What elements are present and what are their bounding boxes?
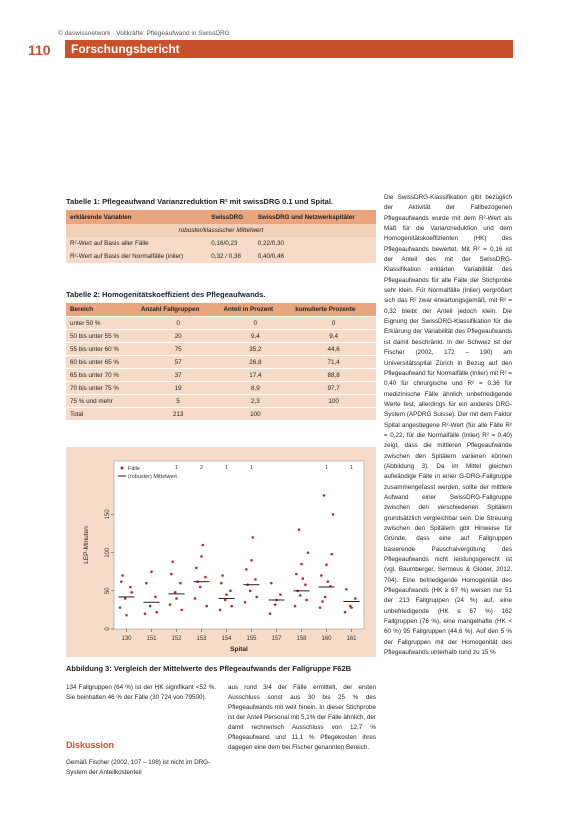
table1-header: SwissDRG <box>207 210 253 224</box>
data-point <box>325 564 328 567</box>
data-point <box>145 582 148 585</box>
data-point <box>125 614 128 617</box>
table-cell: 0,40/0,46 <box>257 253 284 260</box>
table2-header: Anzahl Fallgruppen <box>137 303 220 317</box>
figure-caption: Abbildung 3: Vergleich der Mittelwerte des Pflegeaufwands der Fallgruppe F62B <box>66 664 352 673</box>
data-point <box>130 591 133 594</box>
body-mid-column <box>228 683 376 753</box>
legend-label: Fälle <box>128 466 140 472</box>
data-point <box>249 590 252 593</box>
x-tick-label: 158 <box>296 636 307 642</box>
x-tick-label: 154 <box>221 636 232 642</box>
data-point <box>321 600 324 603</box>
table-cell: 75 % und mehr <box>66 395 137 408</box>
data-point <box>330 553 333 556</box>
table-cell: 19 <box>137 382 220 395</box>
y-tick-label: 100 <box>105 547 111 558</box>
table2-caption: Tabelle 2: Homogenitätskoeffizient des Pflegeaufwands. <box>66 290 266 299</box>
outlier-count: 1 <box>224 465 229 471</box>
y-axis-label: LEP-Minuten <box>83 526 90 564</box>
table-cell: 97,7 <box>291 382 376 395</box>
table-cell: Total <box>66 408 137 421</box>
table-cell <box>291 408 376 421</box>
data-point <box>220 582 223 585</box>
data-point <box>300 563 303 566</box>
x-tick-label: 157 <box>271 636 282 642</box>
table-cell: 26,8 <box>219 356 291 369</box>
data-point <box>302 577 305 580</box>
legend-point-icon <box>121 467 124 470</box>
table-cell: 37 <box>137 369 220 382</box>
data-point <box>244 601 247 604</box>
x-tick-label: 155 <box>246 636 257 642</box>
data-point <box>279 593 282 596</box>
legend-label: (robuster) Mittelwert <box>128 474 177 480</box>
body-left-column <box>66 683 216 703</box>
table-cell: 44,6 <box>291 343 376 356</box>
table-cell: 0 <box>291 317 376 330</box>
x-tick-label: 130 <box>121 636 132 642</box>
table-cell: 213 <box>137 408 220 421</box>
data-point <box>344 611 347 614</box>
paragraph: aus rund 3/4 der Fälle ermittelt, der ersten Ausschluss sonst aus 30 bis 25 % des Pflegeaufwands mit weit hinein. In dieser Stichprobe ist der Anteil Personal mit 5,1% der Fälle ähnlich, der damit rechnerisch Ausschluss von 12,7 % Pflegeaufwand und 11,1 % Pflegekosten ihres dagegen eine dem bei Fischer genannten Bereich. <box>228 684 376 751</box>
data-point <box>124 597 127 600</box>
data-point <box>202 544 205 547</box>
outlier-count: 1 <box>174 465 179 471</box>
x-tick-label: 152 <box>171 636 182 642</box>
data-point <box>229 590 232 593</box>
table-row <box>66 382 376 395</box>
table-cell: 100 <box>291 395 376 408</box>
data-point <box>354 597 357 600</box>
table-cell: 0,32 / 0,38 <box>211 253 242 260</box>
table2-header: Anteil in Prozent <box>219 303 291 317</box>
data-point <box>299 594 302 597</box>
data-point <box>304 583 307 586</box>
data-point <box>250 559 253 562</box>
running-head: © daswissnetwork · Vollkräfte: Pflegeaufwand in SwissDRG <box>58 30 230 37</box>
table-cell: 100 <box>219 408 291 421</box>
outlier-count: 1 <box>324 465 329 471</box>
data-point <box>121 574 124 577</box>
table-cell: 70 bis unter 75 % <box>66 382 137 395</box>
outlier-count: 2 <box>199 465 204 471</box>
data-point <box>199 586 202 589</box>
paragraph: 134 Fallgruppen (64 %) ist der HK signifikant <52 %. Sie beinhalten 46 % der Fälle (30 724 von 79500). <box>66 684 216 701</box>
data-point <box>179 582 182 585</box>
data-point <box>150 570 153 573</box>
table-cell: 57 <box>137 356 220 369</box>
figure-panel <box>66 447 376 657</box>
table-cell: 0 <box>137 317 220 330</box>
table-cell: 9,4 <box>219 330 291 343</box>
table-row <box>66 369 376 382</box>
data-point <box>119 606 122 609</box>
table-cell: 9,4 <box>291 330 376 343</box>
data-point <box>180 609 183 612</box>
table-row <box>66 237 376 250</box>
table1-header: erklärende Variablen <box>66 210 207 224</box>
data-point <box>169 603 172 606</box>
data-point <box>255 596 258 599</box>
data-point <box>269 612 272 615</box>
table-row <box>66 250 376 263</box>
data-point <box>205 605 208 608</box>
x-tick-label: 151 <box>146 636 157 642</box>
data-point <box>171 561 174 564</box>
table2-header: kumulierte Prozente <box>291 303 376 317</box>
y-tick-label: 0 <box>105 627 111 631</box>
table-row <box>66 317 376 330</box>
data-point <box>270 582 273 585</box>
x-tick-label: 160 <box>321 636 332 642</box>
data-point <box>345 588 348 591</box>
table-cell: 88,8 <box>291 369 376 382</box>
table-cell: 5 <box>137 395 220 408</box>
paragraph: Die SwissDRG-Klassifikation gibt bezüglich der Aktivität der Fallbezogenen Pflegeaufwands wurde mit dem R²-Wert als Maß für die Varianzreduktion und dem Homogenitätskoeffizienten (HK) des Pflegeaufwands bewertet. Mit R² = 0,16 ist der Anteil des mit der SwissDRG-Klassifikation erklärten Variabilität des Pflegeaufwands für alle Fälle der Stichprobe sehr klein. Für Normalfälle (Inlier) vergrößert sich das R² zwar erwartungsgemäß, mit R² = 0,32 bleibt der Anteil jedoch klein. Die Eignung der SwissDRG-Klassifikation für die Erklärung der Variabilität des Pflegeaufwands ist damit beschränkt. In der Schweiz ist der Fischer (2002, 172 – 190) am Universitätsspital Zürich in Bezug auf den Pflegeaufwand für Normalfälle (Inlier) mit R² = 0,40 für chirurgische und R² = 0,36 für medizinische Fälle ähnlich unbefriedigende Werte fest, allerdings für ein anderes DRG-System (APDRG Suisse). Der mit dem Faktor Spital angestiegene R²-Wert (für alle Fälle R² = 0,22, für die Normalfälle (Inlier) R² = 0,40) zeigt, dass die mittleren Pflegeaufwände zwischen den Spitälern variieren können (Abbildung 3). Da im Mittel gleichen aufwändige Fälle in einer G-DRG-Fallgruppe zusammengefasst werden, sollte der mittlere Aufwand einer SwissDRG-Fallgruppe zwischen den verschiedenen Spitälern grundsätzlich vergleichbar sein. Die Streuung zwischen den Spitälern gibt Hinweise für Gründe, dass eine auf Fallgruppen basierende Pauschalvergütung des Pflegeaufwands nicht leistungsgerecht ist (vgl. Baumberger, Sermeus & Gloder, 2012, 704). Eine befriedigende Homogenität des Pflegeaufwands (HK ≥ 67 %) weisen nur 51 der 213 Fallgruppen (24 %) auf, eine unbefriedigende (HK ≤ 67 %) 162 Fallgruppen (76 %), eine mangelhafte (HK < 60 %) 95 Fallgruppen (44,6 %). Auf den 5 % der Fallgruppen mit der Homogenität des Pflegeaufwands unterhalb rund zu 15 % <box>384 194 512 657</box>
table-row <box>66 343 376 356</box>
data-point <box>327 580 330 583</box>
data-point <box>154 596 157 599</box>
table-cell: 0 <box>219 317 291 330</box>
table-cell: 8,9 <box>219 382 291 395</box>
table-cell: unter 50 % <box>66 317 137 330</box>
section-bar <box>65 40 513 58</box>
data-point <box>174 591 177 594</box>
discussion-text: Gemäß Fischer (2002, 107 – 108) ist nicht im DRG-System der Anteilkostenteil <box>66 759 211 776</box>
data-point <box>221 574 224 577</box>
data-point <box>305 599 308 602</box>
table-cell: 35,2 <box>219 343 291 356</box>
section-title: Forschungsbericht <box>71 42 180 56</box>
table1-subheader: robuster/klassischer Mittelwert <box>66 224 376 237</box>
data-point <box>324 596 327 599</box>
discussion-heading: Diskussion <box>66 740 115 750</box>
table-cell: 0,22/0,30 <box>257 240 284 247</box>
table2 <box>66 303 376 420</box>
table-cell: 55 bis unter 60 % <box>66 343 137 356</box>
data-point <box>254 578 257 581</box>
table-cell: 60 bis unter 65 % <box>66 356 137 369</box>
table-cell: 50 bis unter 55 % <box>66 330 137 343</box>
table-cell: 65 bis unter 70 % <box>66 369 137 382</box>
table1-header: SwissDRG und Netzwerkspitäler <box>254 210 376 224</box>
table-row <box>66 330 376 343</box>
table-cell: 0,16/0,23 <box>211 240 238 247</box>
table-cell: 2,3 <box>219 395 291 408</box>
data-point <box>170 573 173 576</box>
data-point <box>295 573 298 576</box>
outlier-count: 1 <box>249 465 254 471</box>
data-point <box>200 555 203 558</box>
data-point <box>230 605 233 608</box>
data-point <box>144 612 147 615</box>
data-point <box>323 494 326 497</box>
table1-caption: Tabelle 1: Pflegeaufwand Varianzreduktion R² mit swissDRG 0.1 und Spital. <box>66 197 334 206</box>
data-point <box>194 597 197 600</box>
y-tick-label: 50 <box>105 587 111 595</box>
table-cell: 20 <box>137 330 220 343</box>
table-cell: 75 <box>137 343 220 356</box>
data-point <box>298 528 301 531</box>
data-point <box>149 605 152 608</box>
x-tick-label: 153 <box>196 636 207 642</box>
x-tick-label: 161 <box>346 636 357 642</box>
data-point <box>204 576 207 579</box>
y-tick-label: 150 <box>105 509 111 520</box>
data-point <box>219 609 222 612</box>
data-point <box>320 574 323 577</box>
page-number: 110 <box>28 42 51 58</box>
data-point <box>319 606 322 609</box>
table-row <box>66 408 376 421</box>
data-point <box>120 580 123 583</box>
table-row <box>66 356 376 369</box>
data-point <box>129 586 132 589</box>
table-row <box>66 395 376 408</box>
x-axis-label: Spital <box>230 646 248 653</box>
data-point <box>175 597 178 600</box>
data-point <box>350 606 353 609</box>
table-cell: R²-Wert auf Basis aller Fälle <box>70 240 149 247</box>
outlier-count: 1 <box>349 465 354 471</box>
data-point <box>332 513 335 516</box>
data-point <box>224 599 227 602</box>
table-cell: 17,4 <box>219 369 291 382</box>
table1 <box>66 210 376 263</box>
body-right-column <box>384 193 512 658</box>
data-point <box>294 605 297 608</box>
data-point <box>155 611 158 614</box>
data-point <box>307 551 310 554</box>
table2-header: Bereich <box>66 303 137 317</box>
data-point <box>252 536 255 539</box>
data-point <box>274 603 277 606</box>
data-point <box>195 567 198 570</box>
data-point <box>225 593 228 596</box>
data-point <box>245 568 248 571</box>
scatter-chart <box>66 447 376 657</box>
plot-area <box>114 461 364 629</box>
table-cell: R²-Wert auf Basis der Normalfälle (inlier) <box>70 253 184 260</box>
table-cell: 71,4 <box>291 356 376 369</box>
